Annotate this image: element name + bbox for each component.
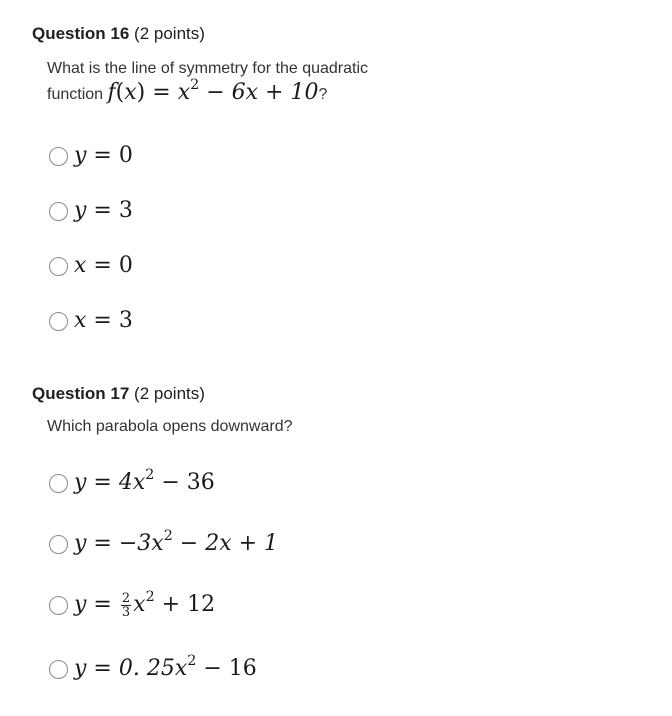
option-term: 4x — [118, 470, 146, 495]
option-equation — [74, 468, 215, 498]
radio-button[interactable] — [49, 312, 68, 331]
option-rest: − 16 — [196, 656, 257, 681]
option-fraction — [121, 592, 131, 619]
math-exponent: 2 — [190, 77, 200, 93]
fraction-denominator: 3 — [121, 604, 131, 620]
prompt-equation — [107, 77, 319, 105]
prompt-suffix: ? — [318, 86, 328, 103]
math-equals: = — [145, 80, 178, 105]
option-var: y — [74, 143, 87, 168]
radio-button[interactable] — [49, 660, 68, 679]
math-x-squared-base: x — [177, 80, 191, 105]
option-var: y — [74, 198, 87, 223]
math-paren-open: ( — [115, 80, 125, 105]
question-17 — [32, 383, 652, 439]
answer-option[interactable] — [49, 468, 215, 498]
question-number: Question 17 — [32, 384, 130, 403]
option-exponent: 2 — [187, 653, 197, 669]
option-equals: = — [86, 253, 119, 278]
option-equals: = — [86, 592, 119, 617]
option-term: −3x — [118, 531, 164, 556]
option-lhs: y — [74, 531, 87, 556]
option-equation — [74, 590, 215, 620]
option-rest: − 2x + 1 — [172, 531, 279, 556]
prompt-line-2 — [47, 77, 652, 107]
option-equals: = — [86, 531, 119, 556]
option-equation — [74, 529, 278, 559]
option-equals: = — [86, 656, 119, 681]
option-value: 0 — [118, 253, 133, 278]
answer-option[interactable] — [49, 529, 278, 559]
question-points: (2 points) — [134, 24, 205, 43]
option-equation — [74, 141, 133, 171]
answer-option[interactable] — [49, 306, 133, 336]
question-prompt: Which parabola opens downward? — [47, 418, 293, 435]
option-equation — [74, 654, 257, 684]
option-value: 3 — [118, 198, 133, 223]
option-equals: = — [86, 308, 119, 333]
question-16 — [32, 23, 652, 107]
option-equation — [74, 196, 133, 226]
option-lhs: y — [74, 656, 87, 681]
option-lhs: y — [74, 592, 87, 617]
option-equals: = — [86, 198, 119, 223]
math-paren-close: ) — [136, 80, 146, 105]
radio-button[interactable] — [49, 257, 68, 276]
option-term: 0. 25x — [118, 656, 188, 681]
question-prompt — [47, 57, 652, 107]
option-lhs: y — [74, 470, 87, 495]
radio-button[interactable] — [49, 202, 68, 221]
option-rest: − 36 — [154, 470, 215, 495]
answer-option[interactable] — [49, 654, 257, 684]
answer-option[interactable] — [49, 251, 133, 281]
option-equals: = — [86, 143, 119, 168]
prompt-text: function — [47, 86, 104, 103]
math-f: f — [107, 80, 116, 105]
math-rest: − 6x + 10 — [199, 80, 319, 105]
option-var: x — [74, 308, 87, 333]
question-number: Question 16 — [32, 24, 130, 43]
answer-option[interactable] — [49, 141, 133, 171]
option-exponent: 2 — [145, 467, 155, 483]
option-equation — [74, 306, 133, 336]
radio-button[interactable] — [49, 535, 68, 554]
answer-option[interactable] — [49, 196, 133, 226]
option-equation — [74, 251, 133, 281]
answer-option[interactable] — [49, 590, 215, 620]
radio-button[interactable] — [49, 147, 68, 166]
option-equals: = — [86, 470, 119, 495]
question-header — [32, 383, 652, 405]
option-value: 3 — [118, 308, 133, 333]
prompt-line-1: What is the line of symmetry for the quadratic — [47, 60, 369, 77]
option-exponent: 2 — [163, 528, 173, 544]
radio-button[interactable] — [49, 596, 68, 615]
question-points: (2 points) — [134, 384, 205, 403]
option-exponent: 2 — [145, 589, 155, 605]
option-term: x — [133, 592, 146, 617]
option-value: 0 — [118, 143, 133, 168]
fraction-numerator: 2 — [121, 590, 131, 606]
option-rest: + 12 — [154, 592, 216, 617]
radio-button[interactable] — [49, 474, 68, 493]
math-x: x — [124, 80, 137, 105]
question-header — [32, 23, 652, 45]
option-var: x — [74, 253, 87, 278]
